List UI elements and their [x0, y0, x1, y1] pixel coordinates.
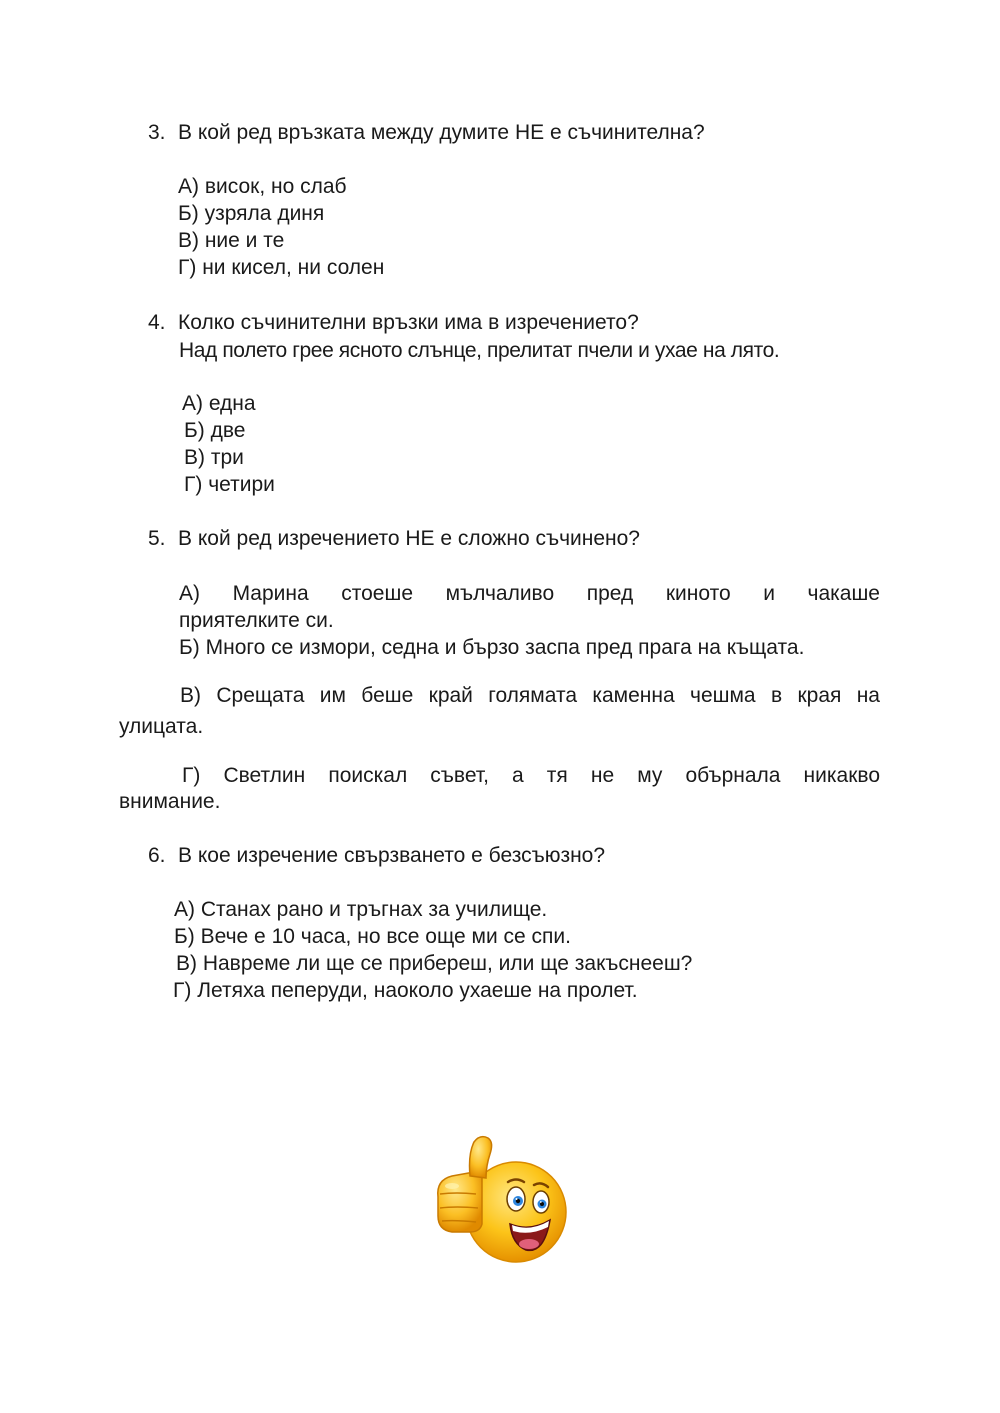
question-3-option-c: В) ние и те [178, 229, 285, 252]
question-4-number: 4. [148, 311, 166, 334]
question-4 [148, 309, 639, 336]
question-6-text: В кое изречение свързването е безсъюзно? [178, 844, 606, 867]
question-4-option-a: А) една [182, 392, 256, 415]
question-4-option-b: Б) две [184, 419, 246, 442]
question-6-option-b: Б) Вече е 10 часа, но все още ми се спи. [174, 925, 571, 948]
question-5-option-c-line2: улицата. [119, 715, 204, 738]
question-6-option-a: А) Станах рано и тръгнах за училище. [174, 898, 548, 921]
question-3-option-b: Б) узряла диня [178, 202, 325, 225]
question-4-option-c: В) три [184, 446, 244, 469]
question-5-text: В кой ред изречението НЕ е сложно съчинено? [178, 527, 640, 550]
question-6 [148, 842, 605, 869]
question-4-sentence: Над полето грее ясното слънце, прелитат пчели и ухае на лято. [179, 339, 780, 362]
question-5-option-b: Б) Много се измори, седна и бързо заспа пред прага на къщата. [179, 636, 805, 659]
question-5-option-a-line1: А) Марина стоеше мълчаливо пред киното и чакаше [179, 582, 880, 605]
question-5-option-d-line2: внимание. [119, 790, 221, 813]
question-5-number: 5. [148, 527, 166, 550]
question-6-option-d: Г) Летяха пеперуди, наоколо ухаеше на пролет. [173, 979, 638, 1002]
question-6-number: 6. [148, 844, 166, 867]
question-3 [148, 119, 705, 146]
question-3-text: В кой ред връзката между думите НЕ е съчинителна? [178, 121, 705, 144]
question-4-text: Колко съчинителни връзки има в изречението? [178, 311, 639, 334]
question-3-option-d: Г) ни кисел, ни солен [178, 256, 385, 279]
question-3-option-a: А) висок, но слаб [178, 175, 347, 198]
thumbs-up-smiley-icon [430, 1132, 570, 1267]
question-4-option-d: Г) четири [184, 473, 275, 496]
question-5 [148, 525, 640, 552]
question-6-option-c: В) Навреме ли ще се прибереш, или ще закъснееш? [176, 952, 693, 975]
question-5-option-c-line1: В) Срещата им беше край голямата каменна чешма в края на [180, 684, 880, 707]
question-3-number: 3. [148, 121, 166, 144]
question-5-option-a-line2: приятелките си. [179, 609, 334, 632]
question-5-option-d-line1: Г) Светлин поискал съвет, а тя не му обърнала никакво [182, 764, 880, 787]
